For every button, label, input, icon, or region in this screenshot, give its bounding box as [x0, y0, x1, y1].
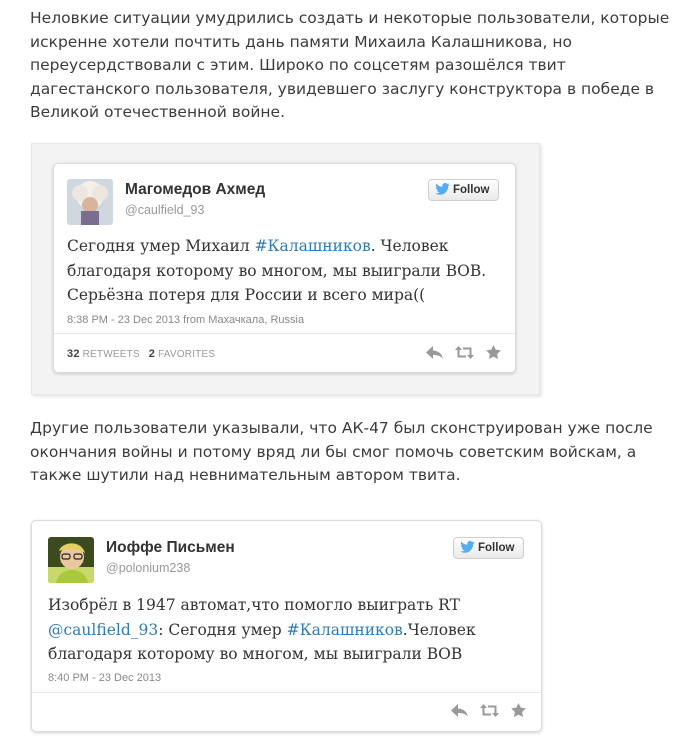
author-handle[interactable]: @caulfield_93 — [125, 203, 205, 217]
author-name[interactable]: Иоффе Письмен — [106, 539, 235, 556]
article-paragraph-1: Неловкие ситуации умудрились создать и некоторые пользователи, которые искренне хотели почтить дань памяти Михаила Калашникова, но переусердствовали с этим. Широко по соцсетям разошёлся твит дагестанского пользователя, увидевшего заслугу конструктора в победе в Великой отечественной войне. — [30, 9, 670, 121]
author-handle[interactable]: @polonium238 — [106, 561, 191, 575]
reply-icon[interactable] — [451, 704, 468, 717]
tweet-text-part: : Сегодня умер — [158, 620, 287, 639]
tweet-text — [48, 593, 518, 667]
tweet-text — [67, 234, 507, 308]
tweet-actions — [451, 703, 526, 717]
retweet-icon[interactable] — [480, 704, 499, 717]
follow-button[interactable] — [428, 179, 499, 201]
tweet-timestamp[interactable]: 8:38 PM - 23 Dec 2013 from Махачкала, Russia — [67, 314, 305, 326]
mention-link[interactable]: @caulfield_93 — [48, 620, 159, 639]
twitter-bird-icon — [435, 183, 450, 198]
hashtag-link[interactable]: #Калашников — [254, 237, 371, 255]
tweet-stats — [67, 348, 215, 360]
avatar[interactable] — [67, 179, 113, 225]
twitter-bird-icon — [460, 541, 475, 556]
favorite-icon[interactable] — [486, 345, 501, 359]
tweet-text-part: Изобрёл в 1947 автомат,что помогло выиграть RT — [48, 596, 460, 614]
tweet-card-2 — [31, 520, 542, 732]
favorite-icon[interactable] — [511, 703, 526, 717]
hashtag-link[interactable]: #Калашников — [286, 620, 403, 639]
avatar[interactable] — [48, 537, 94, 583]
favorites-count[interactable]: 2 — [148, 348, 156, 360]
follow-label: Follow — [453, 184, 490, 196]
retweet-icon[interactable] — [455, 346, 474, 359]
favorites-label[interactable]: FAVORITES — [158, 349, 216, 360]
article-paragraph-2: Другие пользователи указывали, что АК-47 был сконструирован уже после окончания войны и потому вряд ли бы смог помочь советским войскам, а также шутили над невнимательным автором твита. — [30, 419, 653, 484]
tweet-text-part: . Человек благодаря которому во многом, мы выиграли ВОВ. Серьёзна потеря для России и всего мира(( — [67, 237, 487, 304]
tweet-card-1 — [53, 163, 516, 373]
divider — [54, 333, 515, 334]
tweet-actions — [426, 345, 501, 359]
retweets-count[interactable]: 32 — [67, 348, 80, 360]
retweets-label[interactable]: RETWEETS — [82, 349, 140, 360]
tweet-text-part: .Человек благодаря которому во многом, мы выиграли ВОВ — [48, 620, 476, 663]
follow-label: Follow — [478, 542, 515, 554]
reply-icon[interactable] — [426, 346, 443, 359]
author-name[interactable]: Магомедов Ахмед — [125, 181, 266, 198]
divider — [32, 692, 541, 693]
follow-button[interactable] — [453, 537, 524, 559]
tweet-text-part: Сегодня умер Михаил — [67, 237, 255, 255]
tweet-timestamp[interactable]: 8:40 PM - 23 Dec 2013 — [48, 672, 162, 684]
